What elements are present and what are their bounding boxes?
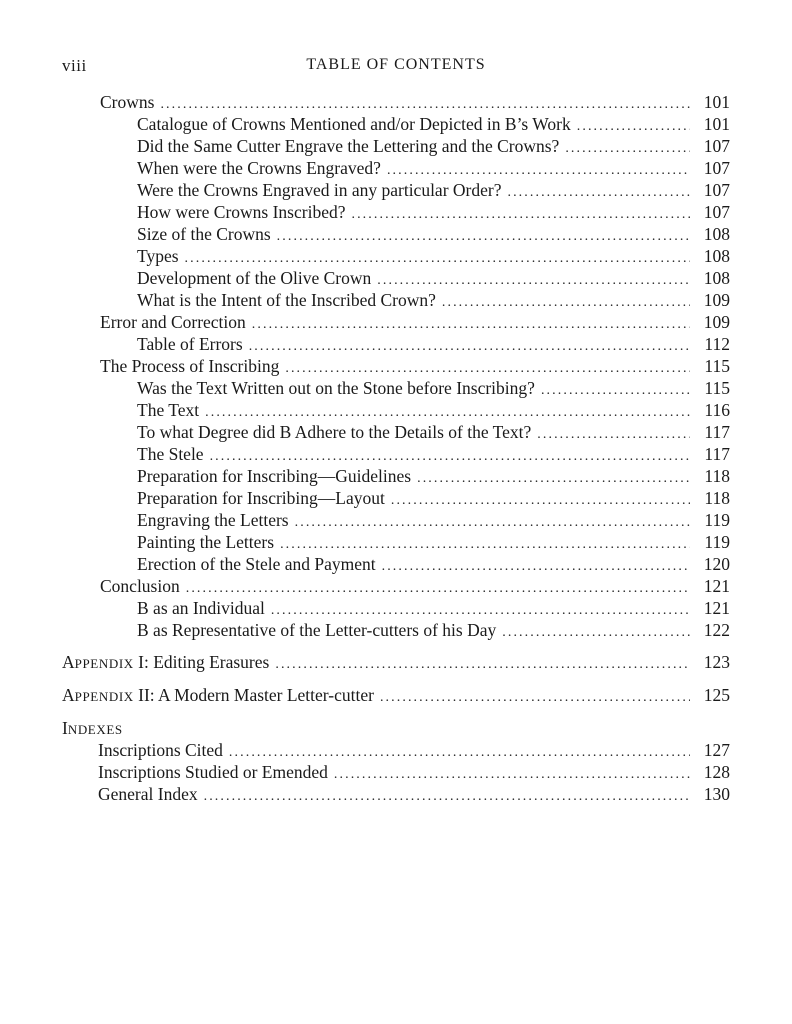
toc-entry-page: 118 bbox=[704, 488, 730, 508]
toc-entry bbox=[137, 333, 730, 355]
toc-entry-page: 107 bbox=[703, 202, 730, 222]
toc-entry-title: B as an Individual bbox=[137, 598, 265, 618]
toc-entry bbox=[137, 113, 730, 135]
appendix-label-initial: A bbox=[62, 652, 75, 672]
toc-entry-page: 107 bbox=[703, 180, 730, 200]
appendix-numeral: II bbox=[138, 685, 150, 705]
index-entry-page: 128 bbox=[703, 762, 730, 782]
toc-entry-title: The Stele bbox=[137, 444, 204, 464]
toc-entry bbox=[100, 575, 730, 597]
toc-entry-page: 115 bbox=[704, 378, 730, 398]
toc-entry bbox=[137, 223, 730, 245]
appendix-subtitle: : A Modern Master Letter-cutter bbox=[149, 685, 374, 705]
toc-entry bbox=[137, 179, 730, 201]
toc-entry bbox=[137, 377, 730, 399]
toc-entry-title: Painting the Letters bbox=[137, 532, 275, 552]
toc-entry bbox=[137, 245, 730, 267]
index-entry-page: 130 bbox=[703, 784, 730, 804]
toc-entry-page: 108 bbox=[703, 246, 730, 266]
toc-entry bbox=[137, 531, 730, 553]
indexes-heading-initial: I bbox=[62, 718, 68, 738]
toc-entry-title: Size of the Crowns bbox=[137, 224, 271, 244]
appendix-label-rest: PPENDIX bbox=[74, 656, 134, 671]
toc-entry-page: 115 bbox=[704, 356, 730, 376]
index-entry-title: General Index bbox=[98, 784, 198, 804]
toc-entry-title: To what Degree did B Adhere to the Details of the Text? bbox=[137, 422, 532, 442]
toc-entry-title: Crowns bbox=[100, 92, 155, 112]
toc-entry-page: 121 bbox=[703, 598, 730, 618]
toc-entry bbox=[137, 509, 730, 531]
index-entry-title: Inscriptions Studied or Emended bbox=[98, 762, 328, 782]
toc-entry-page: 117 bbox=[704, 444, 730, 464]
toc-entry bbox=[137, 135, 730, 157]
toc-entry-page: 120 bbox=[703, 554, 730, 574]
appendix-title bbox=[62, 684, 374, 708]
appendix-entry bbox=[62, 651, 730, 673]
toc-entry bbox=[137, 267, 730, 289]
appendix-subtitle: : Editing Erasures bbox=[143, 652, 270, 672]
toc-entry bbox=[137, 421, 730, 443]
toc-entry bbox=[137, 289, 730, 311]
toc-entry bbox=[100, 91, 730, 113]
toc-entry-page: 117 bbox=[704, 422, 730, 442]
page-number: viii bbox=[62, 56, 87, 75]
index-entry bbox=[98, 783, 730, 805]
dot-leader bbox=[502, 622, 690, 644]
toc-entry-title: How were Crowns Inscribed? bbox=[137, 202, 346, 222]
toc-entry-title: What is the Intent of the Inscribed Crown? bbox=[137, 290, 436, 310]
appendix-label-rest: PPENDIX bbox=[74, 689, 134, 704]
toc-entry-page: 112 bbox=[704, 334, 730, 354]
toc-entry-page: 109 bbox=[703, 290, 730, 310]
toc-entry-page: 121 bbox=[703, 576, 730, 596]
index-entry-title: Inscriptions Cited bbox=[98, 740, 223, 760]
toc-entry bbox=[137, 443, 730, 465]
toc-entry bbox=[100, 311, 730, 333]
toc-entry-title: Types bbox=[137, 246, 179, 266]
toc-entry bbox=[137, 157, 730, 179]
index-entry bbox=[98, 761, 730, 783]
toc-entry bbox=[137, 597, 730, 619]
toc-entry-title: When were the Crowns Engraved? bbox=[137, 158, 381, 178]
toc-entry-page: 119 bbox=[704, 532, 730, 552]
toc-entry-title: B as Representative of the Letter-cutters of his Day bbox=[137, 620, 497, 640]
toc-entry-title: Preparation for Inscribing—Layout bbox=[137, 488, 385, 508]
index-entry bbox=[98, 739, 730, 761]
toc-entry-title: Was the Text Written out on the Stone before Inscribing? bbox=[137, 378, 535, 398]
toc-entry bbox=[137, 619, 730, 641]
toc-entry-title: Catalogue of Crowns Mentioned and/or Depicted in B’s Work bbox=[137, 114, 571, 134]
appendix-label-initial: A bbox=[62, 685, 75, 705]
running-head: TABLE OF CONTENTS bbox=[306, 56, 486, 73]
toc-entry-title: Development of the Olive Crown bbox=[137, 268, 372, 288]
indexes-heading bbox=[62, 717, 123, 739]
toc-entry-title: Did the Same Cutter Engrave the Lettering and the Crowns? bbox=[137, 136, 560, 156]
dot-leader bbox=[204, 786, 690, 808]
toc-entry-title: Conclusion bbox=[100, 576, 180, 596]
toc-entry-page: 107 bbox=[703, 158, 730, 178]
toc-entry-page: 108 bbox=[703, 268, 730, 288]
appendix-numeral: I bbox=[138, 652, 144, 672]
toc-entry-title: Erection of the Stele and Payment bbox=[137, 554, 376, 574]
indexes-heading-rest: NDEXES bbox=[67, 722, 123, 737]
index-entry-page: 127 bbox=[703, 740, 730, 760]
toc-entry-page: 107 bbox=[703, 136, 730, 156]
toc-entry-title: Preparation for Inscribing—Guidelines bbox=[137, 466, 412, 486]
dot-leader bbox=[380, 687, 690, 709]
toc-entry bbox=[137, 465, 730, 487]
toc-entry-page: 101 bbox=[703, 92, 730, 112]
toc-entry-title: Table of Errors bbox=[137, 334, 243, 354]
appendix-page: 123 bbox=[703, 652, 730, 672]
toc-entry-title: The Text bbox=[137, 400, 200, 420]
toc-entry bbox=[137, 399, 730, 421]
toc-entry-page: 109 bbox=[703, 312, 730, 332]
toc-entry-page: 119 bbox=[704, 510, 730, 530]
toc-entry-page: 116 bbox=[704, 400, 730, 420]
toc-entry-title: Error and Correction bbox=[100, 312, 246, 332]
dot-leader bbox=[275, 654, 690, 676]
toc-entry-title: Engraving the Letters bbox=[137, 510, 289, 530]
appendix-entry bbox=[62, 684, 730, 706]
toc-entry-page: 108 bbox=[703, 224, 730, 244]
toc-entry-page: 118 bbox=[704, 466, 730, 486]
toc-entry-page: 122 bbox=[703, 620, 730, 640]
toc-entry bbox=[137, 201, 730, 223]
toc-entry bbox=[100, 355, 730, 377]
toc-entry bbox=[137, 553, 730, 575]
toc-entry-title: The Process of Inscribing bbox=[100, 356, 280, 376]
toc-entry bbox=[137, 487, 730, 509]
toc-entry-title: Were the Crowns Engraved in any particular Order? bbox=[137, 180, 502, 200]
appendix-title bbox=[62, 651, 269, 675]
toc-entry-page: 101 bbox=[703, 114, 730, 134]
appendix-page: 125 bbox=[703, 685, 730, 705]
